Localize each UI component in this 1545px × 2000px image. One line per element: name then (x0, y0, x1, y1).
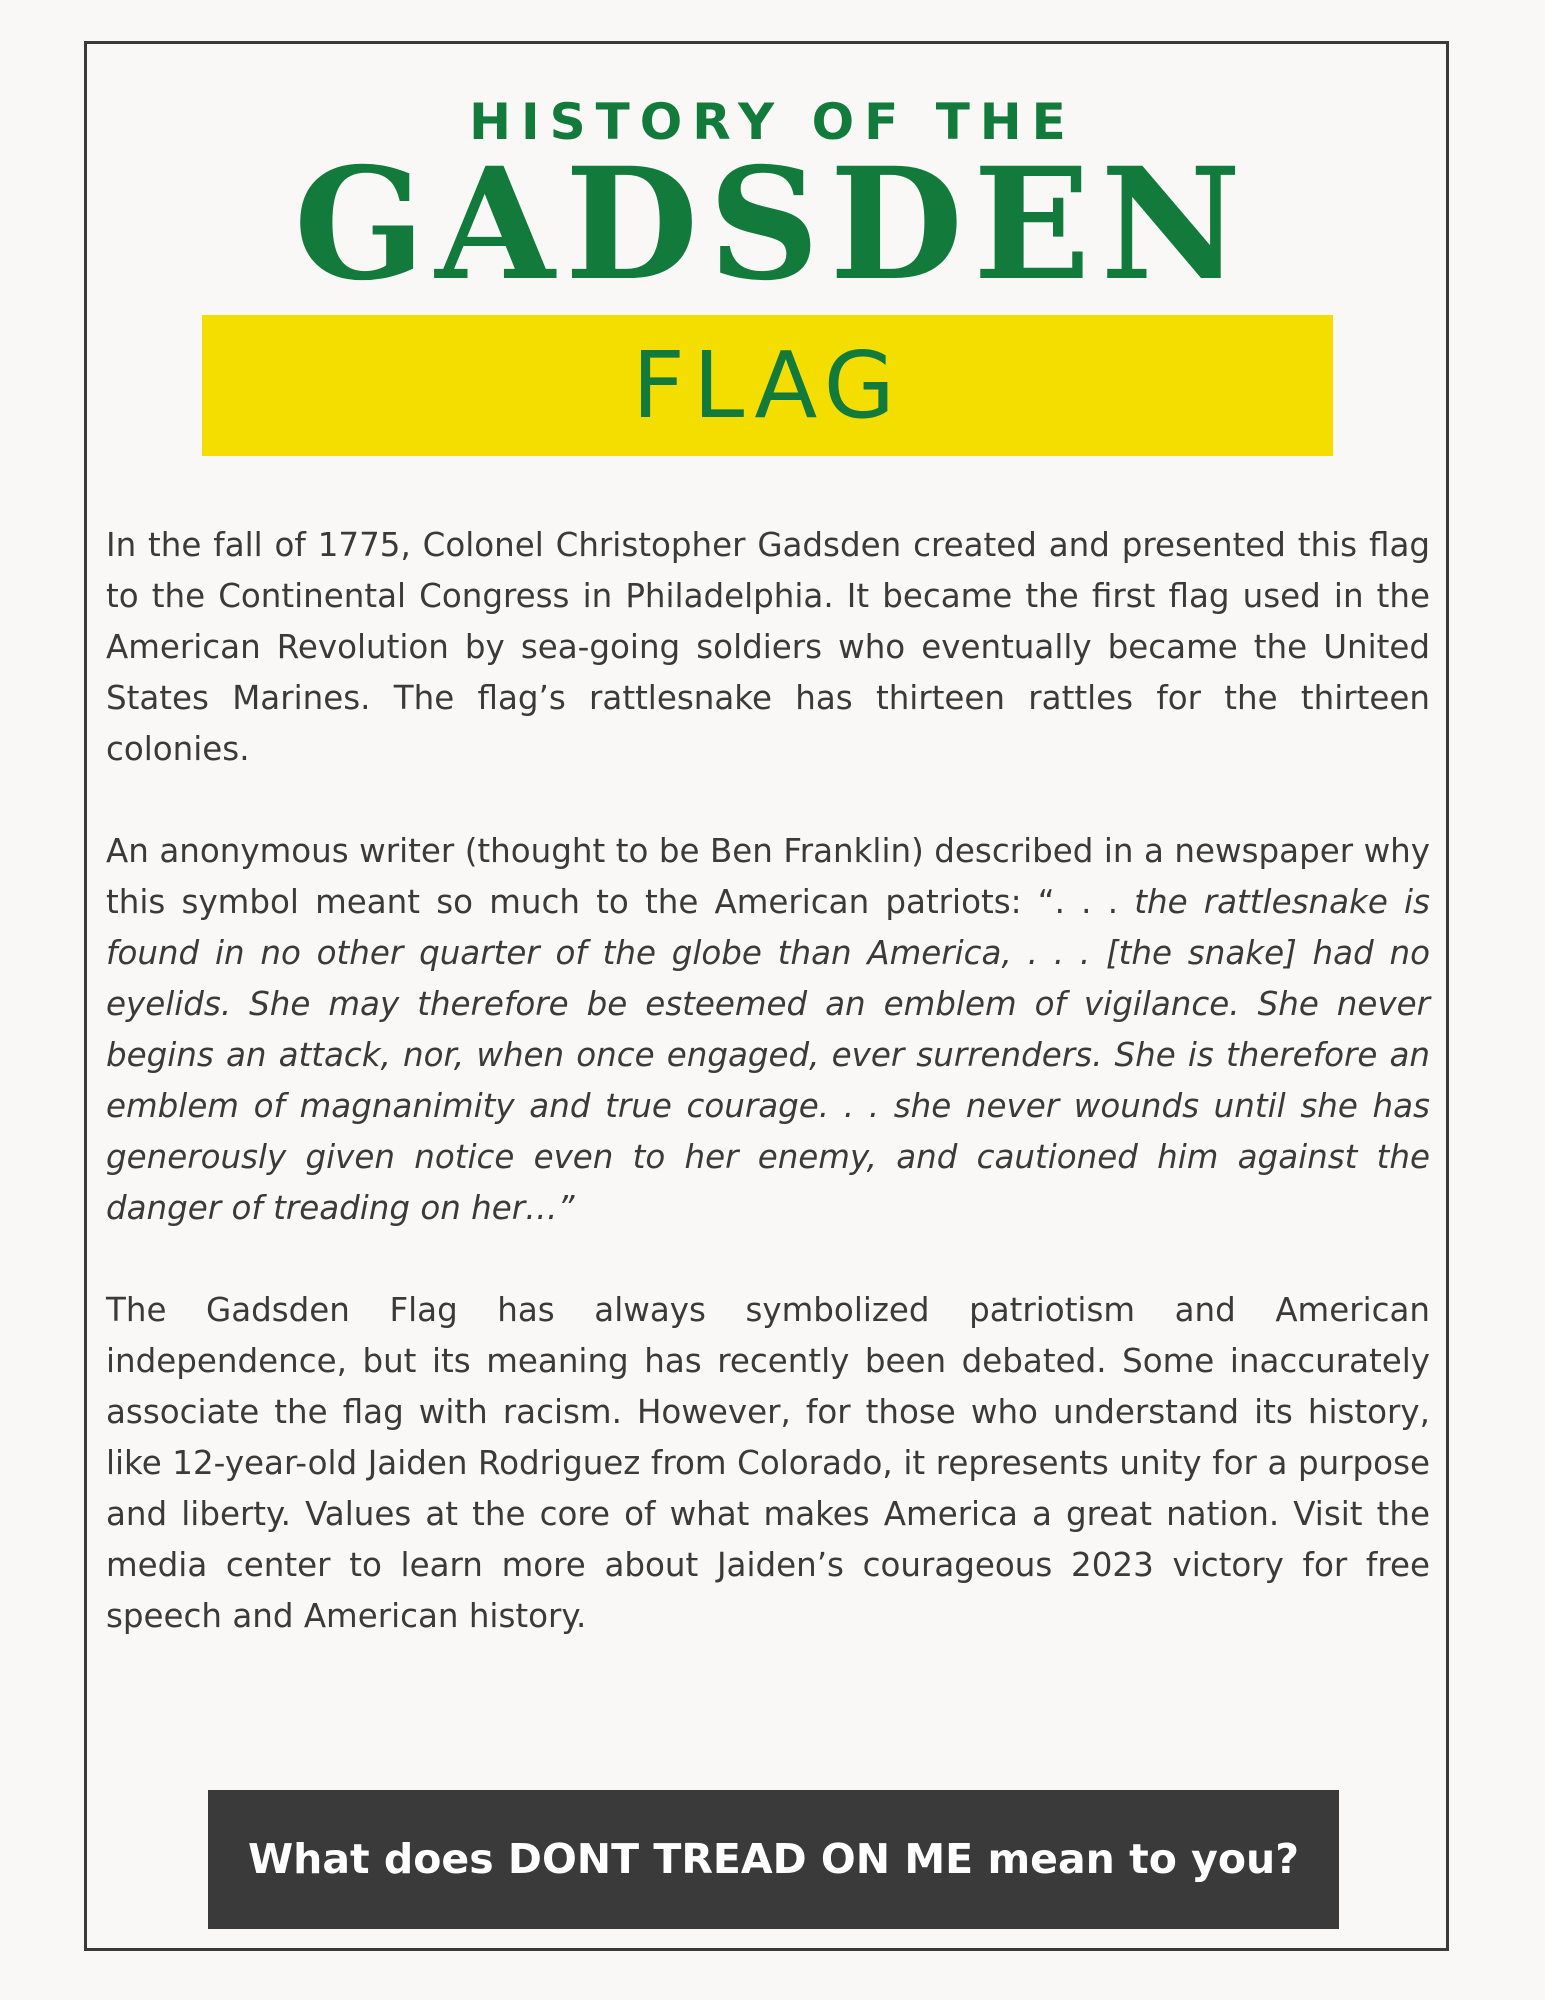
title-kicker: HISTORY OF THE (469, 93, 1076, 151)
paragraph-meaning: The Gadsden Flag has always symbolized patriotism and American independence, but its meaning has recently been debated. Some inaccurately associate the flag with racism. However, for those who understand its history, like 12-year-old Jaiden Rodriguez from Colorado, it represents unity for a purpose and liberty. Values at the core of what makes America a great nation. Visit the media center to learn more about Jaiden’s courageous 2023 victory for free speech and American history. (106, 1291, 1430, 1635)
paragraph-origin: In the fall of 1775, Colonel Christopher Gadsden created and presented this flag to the Continental Congress in Philadelphia. It became the first flag used in the American Revolution by sea-going soldiers who eventually became the United States Marines. The flag’s rattlesnake has thirteen rattles for the thirteen colonies. (106, 526, 1430, 768)
franklin-intro: An anonymous writer (thought to be Ben Franklin) described in a newspaper why this symbol meant so much to the American patriots: “. . . (106, 832, 1430, 921)
article-body (106, 520, 1430, 1693)
question-text: What does DONT TREAD ON ME mean to you? (247, 1835, 1300, 1883)
question-banner (208, 1790, 1339, 1929)
paragraph-franklin (106, 826, 1430, 1234)
title-band (202, 315, 1333, 456)
page-title: GADSDEN (293, 134, 1252, 315)
franklin-quote: the rattlesnake is found in no other quarter of the globe than America, . . . [the snake] had no eyelids. She may therefore be esteemed an emblem of vigilance. She never begins an attack, nor, when once engaged, ever surrenders. She is therefore an emblem of magnanimity and true courage. . . she never wounds until she has generously given notice even to her enemy, and cautioned him against the danger of treading on her…” (106, 883, 1430, 1227)
title-band-word: FLAG (632, 331, 903, 439)
